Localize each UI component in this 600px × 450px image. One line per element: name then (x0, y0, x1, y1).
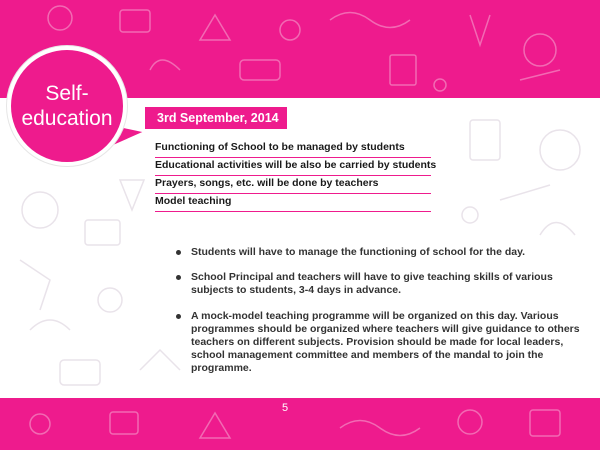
bullet-dot-icon (176, 250, 181, 255)
bullet-dot-icon (176, 314, 181, 319)
date-label: 3rd September, 2014 (145, 107, 287, 129)
bullet-dot-icon (176, 275, 181, 280)
footer-band (0, 398, 600, 450)
activity-item: Functioning of School to be managed by students (155, 140, 431, 158)
bullet-text: A mock-model teaching programme will be organized on this day. Various programmes should be organized where teachers will give guidance to others teachers on different subjects. Provision should be made for local leaders, school management committee and members of the mandal to join the programme. (191, 309, 580, 375)
bullet-item (176, 271, 596, 297)
slide-title: Self-education (21, 82, 113, 130)
school-doodles-bottom (0, 398, 600, 450)
bullet-item (176, 246, 596, 259)
title-bubble (7, 46, 127, 166)
bullet-text: Students will have to manage the functioning of school for the day. (191, 246, 526, 258)
activity-list (155, 140, 437, 212)
page-number: 5 (281, 402, 289, 414)
bullet-list (176, 246, 596, 388)
activity-item: Model teaching (155, 194, 431, 212)
activity-item: Prayers, songs, etc. will be done by teachers (155, 176, 431, 194)
bullet-item (176, 310, 596, 376)
activity-item: Educational activities will be also be carried by students (155, 158, 431, 176)
bullet-text: School Principal and teachers will have to give teaching skills of various subjects to students, 3-4 days in advance. (191, 271, 553, 297)
